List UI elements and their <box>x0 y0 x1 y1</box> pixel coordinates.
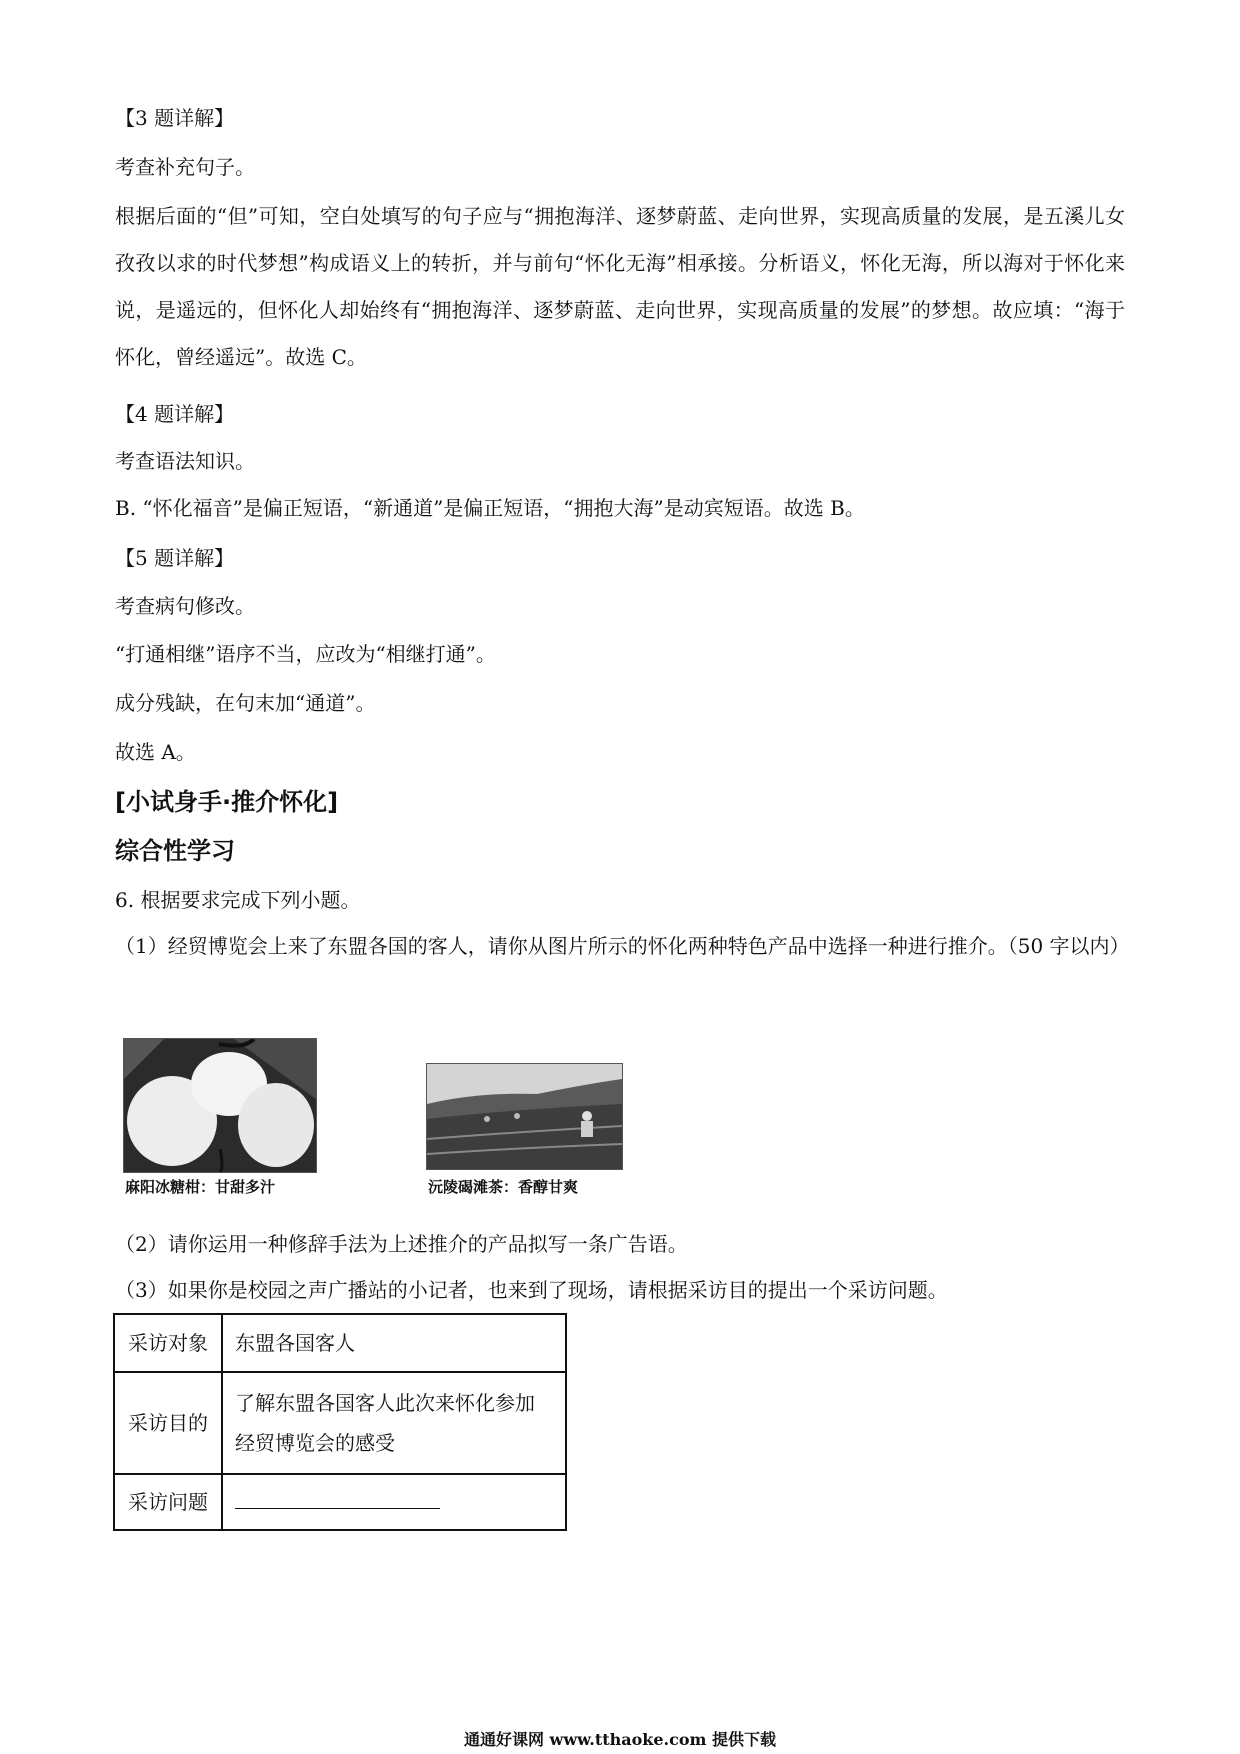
table-row <box>114 1474 566 1530</box>
orange-photo <box>123 1038 317 1173</box>
q6-part2: （2）请你运用一种修辞手法为上述推介的产品拟写一条广告语。 <box>115 1232 688 1256</box>
footer-watermark: 通通好课网 www.tthaoke.com 提供下载 <box>463 1730 777 1749</box>
section-heading: [小试身手·推介怀化] <box>115 788 339 816</box>
tea-caption: 沅陵碣滩茶：香醇甘爽 <box>428 1178 579 1196</box>
q6-part1: （1）经贸博览会上来了东盟各国的客人，请你从图片所示的怀化两种特色产品中选择一种进行推介。（50 字以内） <box>115 934 1130 958</box>
table-row <box>114 1314 566 1372</box>
q6-intro: 6. 根据要求完成下列小题。 <box>115 888 361 912</box>
q3-title: 【3 题详解】 <box>115 106 235 130</box>
orange-illustration <box>124 1039 316 1172</box>
subsection-heading: 综合性学习 <box>115 837 235 865</box>
tea-photo <box>426 1063 623 1170</box>
table-value-cell: 东盟各国客人 <box>222 1314 566 1372</box>
q3-topic: 考查补充句子。 <box>115 155 255 179</box>
table-label-cell: 采访目的 <box>114 1372 222 1474</box>
q5-answer: 故选 A。 <box>115 740 196 764</box>
q5-fix-2: 成分残缺，在句末加“通道”。 <box>115 691 376 715</box>
q3-explanation: 根据后面的“但”可知，空白处填写的句子应与“拥抱海洋、逐梦蔚蓝、走向世界，实现高质量的发展，是五溪儿女孜孜以求的时代梦想”构成语义上的转折，并与前句“怀化无海”相承接。分析语义，怀化无海，所以海对于怀化来说，是遥远的，但怀化人却始终有“拥抱海洋、逐梦蔚蓝、走向世界，实现高质量的发展”的梦想。故应填：“海于怀化，曾经遥远”。故选 C。 <box>115 204 1125 369</box>
q4-title: 【4 题详解】 <box>115 402 235 426</box>
q5-topic: 考查病句修改。 <box>115 594 255 618</box>
table-label-cell: 采访对象 <box>114 1314 222 1372</box>
orange-caption: 麻阳冰糖柑：甘甜多汁 <box>125 1178 276 1196</box>
table-value-cell: 了解东盟各国客人此次来怀化参加经贸博览会的感受 <box>222 1372 566 1474</box>
table-row <box>114 1372 566 1474</box>
interview-table <box>113 1313 567 1531</box>
tea-field-illustration <box>427 1064 622 1169</box>
q6-part3: （3）如果你是校园之声广播站的小记者，也来到了现场，请根据采访目的提出一个采访问题。 <box>115 1278 948 1302</box>
q5-title: 【5 题详解】 <box>115 546 235 570</box>
q4-topic: 考查语法知识。 <box>115 449 255 473</box>
q5-fix-1: “打通相继”语序不当，应改为“相继打通”。 <box>115 642 496 666</box>
q4-explanation: B. “怀化福音”是偏正短语，“新通道”是偏正短语，“拥抱大海”是动宾短语。故选 B。 <box>115 496 865 520</box>
answer-blank <box>235 1486 440 1509</box>
table-label-cell: 采访问题 <box>114 1474 222 1530</box>
answer-blank-cell <box>222 1474 566 1530</box>
